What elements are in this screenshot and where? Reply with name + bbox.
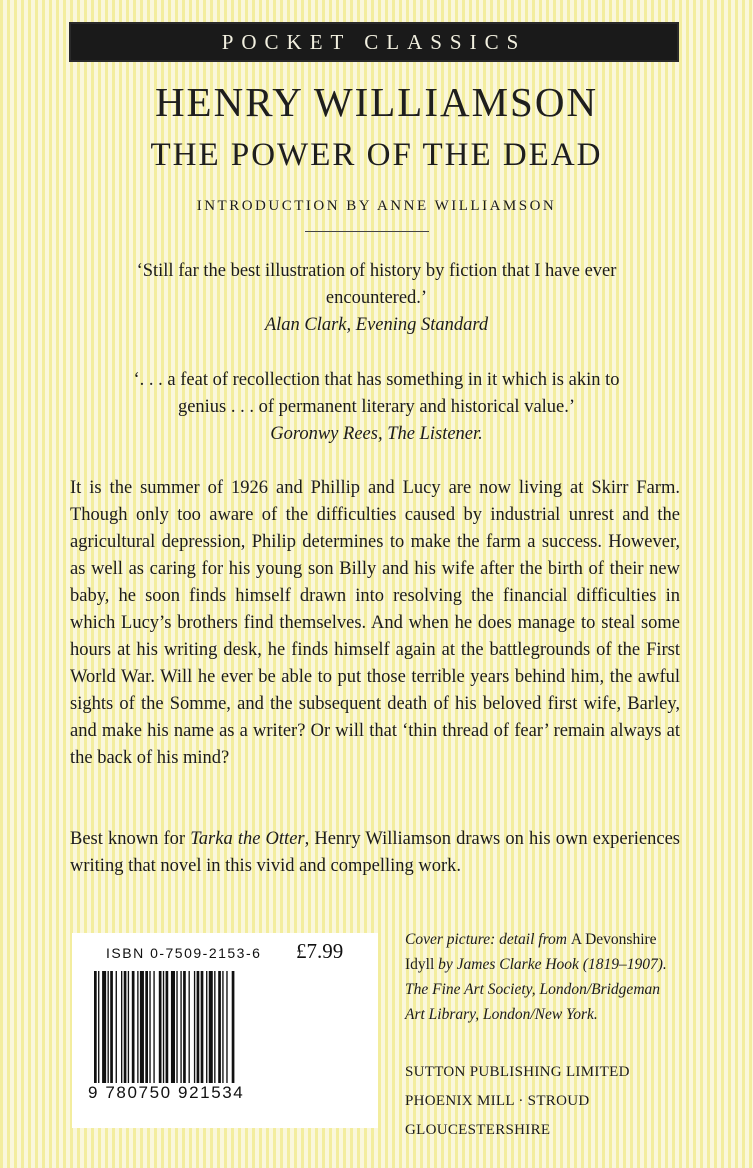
barcode-bar: [149, 971, 150, 1083]
barcode-bar: [214, 971, 215, 1083]
barcode-bar: [183, 971, 186, 1083]
barcode-bar: [166, 971, 169, 1083]
barcode-bar: [140, 971, 144, 1083]
review-quote: [80, 367, 673, 448]
known-for-paragraph: [70, 826, 680, 880]
quote-line: genius . . . of permanent literary and historical value.’: [177, 397, 576, 417]
barcode-bar: [94, 971, 97, 1083]
barcode-bar: [189, 971, 190, 1083]
barcode-bar: [180, 971, 181, 1083]
credit-artwork: A Devonshire Idyll: [405, 931, 657, 973]
barcode-bar: [116, 971, 117, 1083]
divider-rule: [305, 231, 429, 232]
review-quote: [80, 258, 673, 339]
quote-source: Alan Clark, Evening Standard: [264, 315, 489, 335]
isbn-number: ISBN 0-7509-2153-6: [106, 945, 262, 961]
quote-source: Goronwy Rees, The Listener.: [270, 424, 483, 444]
quote-line: ‘. . . a feat of recollection that has something in it which is akin to: [133, 370, 620, 390]
publisher-line: GLOUCESTERSHIRE: [405, 1122, 551, 1138]
book-title: THE POWER OF THE DEAD: [150, 137, 603, 173]
price: £7.99: [296, 939, 344, 963]
credit-details: by James Clarke Hook (1819–1907). The Fine Art Society, London/Bridgeman Art Library, London/New York.: [405, 956, 667, 1023]
barcode-bar: [153, 971, 154, 1083]
barcode-bar: [145, 971, 148, 1083]
publisher-address: [405, 1058, 630, 1145]
barcode-bars: [94, 971, 346, 1083]
barcode-bar: [137, 971, 138, 1083]
quote-line: ‘Still far the best illustration of history by fiction that I have ever: [136, 261, 617, 281]
credit-intro: Cover picture: detail from: [405, 931, 571, 948]
barcode-bar: [108, 971, 109, 1083]
barcode-bar: [102, 971, 106, 1083]
known-for-prefix: Best known for: [70, 829, 191, 849]
barcode-bar: [121, 971, 122, 1083]
author-name: HENRY WILLIAMSON: [154, 79, 599, 125]
publisher-line: PHOENIX MILL · STROUD: [405, 1093, 590, 1109]
barcode-bar: [176, 971, 177, 1083]
barcode-bar: [128, 971, 129, 1083]
barcode-bar: [110, 971, 113, 1083]
barcode-bar: [159, 971, 162, 1083]
series-banner: POCKET CLASSICS: [69, 22, 679, 62]
barcode-bar: [194, 971, 195, 1083]
barcode-bar: [124, 971, 127, 1083]
barcode-bar: [218, 971, 221, 1083]
barcode-bar: [197, 971, 200, 1083]
barcode-bar: [209, 971, 213, 1083]
barcode-panel: [72, 933, 378, 1128]
cover-picture-credit: [405, 927, 675, 1027]
barcode-bar: [98, 971, 99, 1083]
introduction-credit: INTRODUCTION BY ANNE WILLIAMSON: [196, 198, 557, 214]
quote-line: encountered.’: [325, 288, 428, 308]
barcode-bar: [163, 971, 164, 1083]
barcode-bar: [222, 971, 223, 1083]
publisher-line: SUTTON PUBLISHING LIMITED: [405, 1064, 630, 1080]
barcode-digits: 9 780750 921534: [88, 1083, 245, 1102]
known-for-suffix: , Henry Williamson draws on his own experiences writing that novel in this vivid and compelling work.: [70, 829, 681, 876]
barcode-bar: [171, 971, 175, 1083]
barcode-bar: [201, 971, 204, 1083]
barcode-bar: [232, 971, 235, 1083]
synopsis-paragraph: It is the summer of 1926 and Phillip and Lucy are now living at Skirr Farm. Though only too aware of the difficulties caused by industrial unrest and the agricultural depression, Philip determines to make the farm a success. However, as well as caring for his young son Billy and his wife after the birth of their new baby, he soon finds himself drawn into resolving the financial difficulties in which Lucy’s brothers find themselves. And when he does manage to steal some hours at his writing desk, he finds himself again at the battlegrounds of the First World War. Will he ever be able to put those terrible years behind him, the awful sights of the Somme, and the subsequent death of his beloved first wife, Barley, and make his name as a writer? Or will that ‘thin thread of fear’ remain always at the back of his mind?: [70, 478, 680, 768]
barcode-bar: [132, 971, 135, 1083]
known-for-book: Tarka the Otter: [190, 829, 305, 849]
barcode-bar: [206, 971, 207, 1083]
barcode-bar: [226, 971, 227, 1083]
